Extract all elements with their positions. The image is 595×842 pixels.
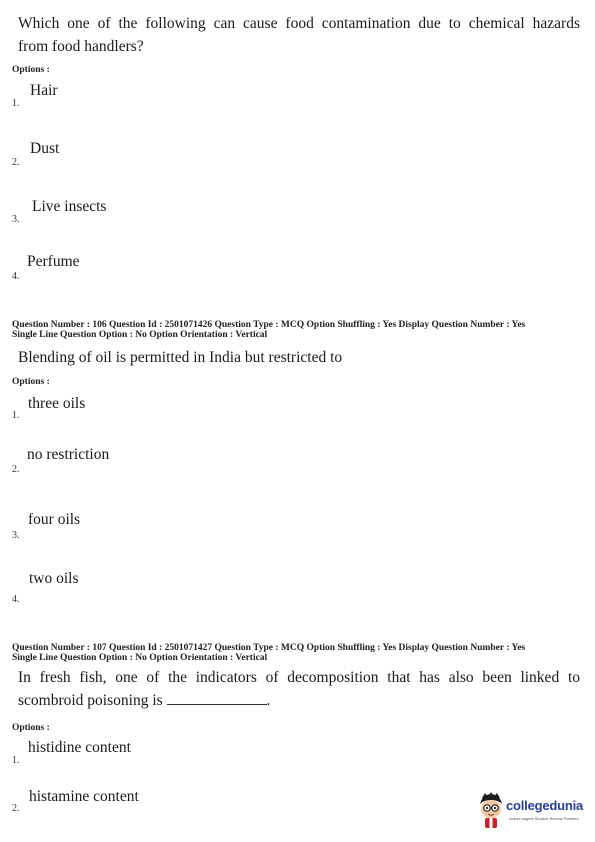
- question-106-meta-line2: Single Line Question Option : No Option Orientation : Vertical: [12, 330, 268, 340]
- option-2-number: 2.: [12, 803, 20, 814]
- option-2-text: histamine content: [29, 788, 139, 805]
- option-4-text: two oils: [29, 570, 79, 587]
- option-1-number: 1.: [12, 98, 20, 109]
- option-2-text: Dust: [30, 140, 60, 157]
- option-4-text: Perfume: [27, 253, 80, 270]
- option-1-number: 1.: [12, 410, 20, 421]
- mascot-icon: [476, 792, 506, 830]
- option-2-number: 2.: [12, 157, 20, 168]
- collegedunia-logo: [476, 792, 588, 832]
- option-2-number: 2.: [12, 464, 20, 475]
- option-3-number: 3.: [12, 214, 20, 225]
- question-105-text-line2: from food handlers?: [18, 38, 144, 55]
- option-1-number: 1.: [12, 755, 20, 766]
- question-107-meta-line1: Question Number : 107 Question Id : 2501071427 Question Type : MCQ Option Shuffling : Yes Display Question Number : Yes: [12, 643, 526, 653]
- question-105-text-line1: Which one of the following can cause food contamination due to chemical hazards: [18, 15, 580, 32]
- options-label: Options :: [12, 65, 50, 75]
- question-107-text-line2-end: .: [266, 692, 271, 709]
- option-3-number: 3.: [12, 530, 20, 541]
- question-107-text-line2: [18, 690, 270, 712]
- options-label: Options :: [12, 723, 50, 733]
- option-4-number: 4.: [12, 594, 20, 605]
- option-1-text: histidine content: [28, 739, 131, 756]
- option-4-number: 4.: [12, 271, 20, 282]
- question-107-meta-line2: Single Line Question Option : No Option Orientation : Vertical: [12, 653, 268, 663]
- question-106-text: Blending of oil is permitted in India but restricted to: [18, 349, 343, 366]
- question-107-text-line2-start: scombroid poisoning is: [18, 692, 163, 709]
- option-3-text: Live insects: [32, 198, 107, 215]
- option-2-text: no restriction: [27, 446, 110, 463]
- question-106-meta-line1: Question Number : 106 Question Id : 2501071426 Question Type : MCQ Option Shuffling : Yes Display Question Number : Yes: [12, 320, 526, 330]
- option-1-text: Hair: [30, 82, 58, 99]
- options-label: Options :: [12, 377, 50, 387]
- answer-blank: [167, 690, 267, 705]
- logo-wordmark: collegedunia: [506, 798, 584, 813]
- option-1-text: three oils: [28, 395, 86, 412]
- question-107-text-line1: In fresh fish, one of the indicators of decomposition that has also been linked to: [18, 669, 580, 686]
- logo-tagline: India's largest Student Review Platform: [509, 816, 579, 821]
- option-3-text: four oils: [28, 511, 81, 528]
